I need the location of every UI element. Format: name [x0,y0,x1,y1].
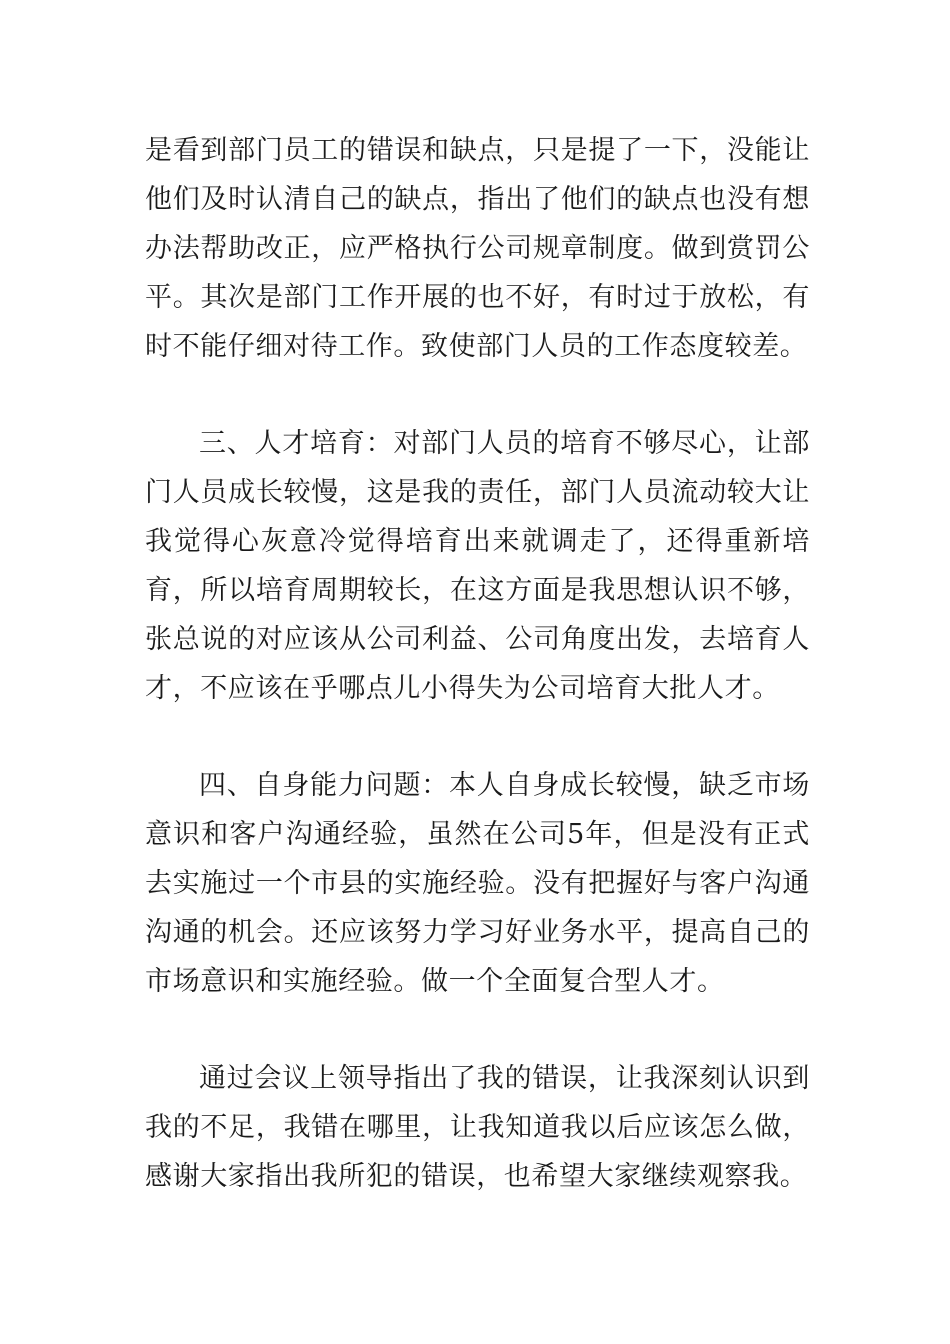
paragraph-talent-development: 三、人才培育：对部门人员的培育不够尽心，让部门人员成长较慢，这是我的责任，部门人员流动较大让我觉得心灰意冷觉得培育出来就调走了，还得重新培育，所以培育周期较长，在这方面是我思想认识不够，张总说的对应该从公司利益、公司角度出发，去培育人才，不应该在乎哪点儿小得失为公司培育大批人才。 [145,428,810,704]
paragraph-conclusion: 通过会议上领导指出了我的错误，让我深刻认识到我的不足，我错在哪里，让我知道我以后应该怎么做，感谢大家指出我所犯的错误，也希望大家继续观察我。 [145,1063,810,1192]
paragraph-continuation: 是看到部门员工的错误和缺点，只是提了一下，没能让他们及时认清自己的缺点，指出了他们的缺点也没有想办法帮助改正，应严格执行公司规章制度。做到赏罚公平。其次是部门工作开展的也不好，有时过于放松，有时不能仔细对待工作。致使部门人员的工作态度较差。 [145,135,810,362]
paragraph-personal-ability: 四、自身能力问题：本人自身成长较慢，缺乏市场意识和客户沟通经验，虽然在公司5年，但是没有正式去实施过一个市县的实施经验。没有把握好与客户沟通沟通的机会。还应该努力学习好业务水平，提高自己的市场意识和实施经验。做一个全面复合型人才。 [145,770,810,997]
document-body [145,126,810,1201]
